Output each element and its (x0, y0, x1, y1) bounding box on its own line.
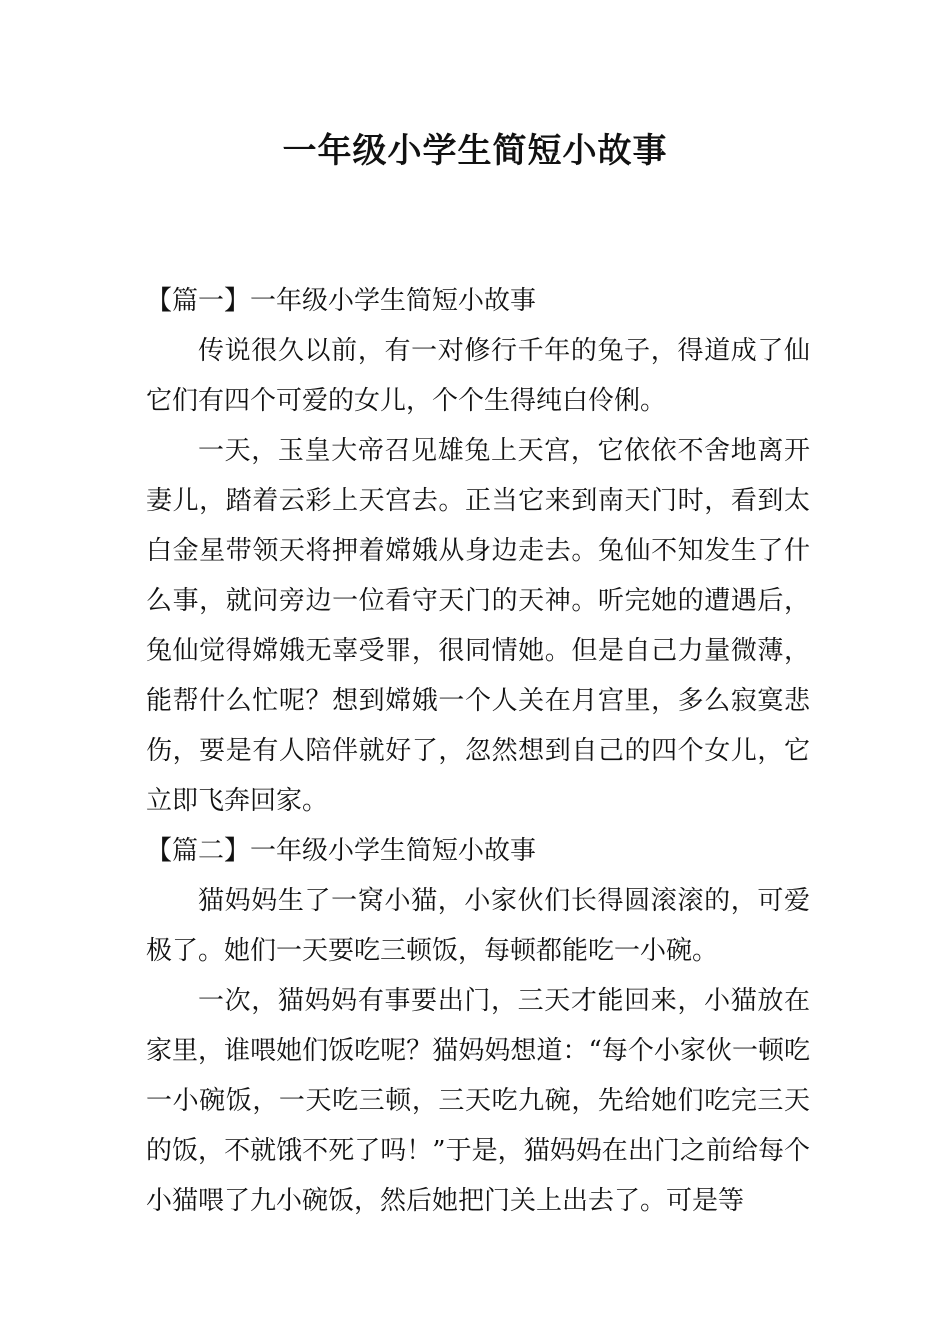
section-1 (146, 276, 810, 826)
section-2 (146, 826, 810, 1226)
paragraph: 猫妈妈生了一窝小猫，小家伙们长得圆滚滚的，可爱极了。她们一天要吃三顿饭，每顿都能吃一小碗。 (146, 886, 810, 966)
document-body (146, 276, 810, 1226)
paragraph: 一次，猫妈妈有事要出门，三天才能回来，小猫放在家里，谁喂她们饭吃呢？猫妈妈想道：“每个小家伙一顿吃一小碗饭，一天吃三顿，三天吃九碗，先给她们吃完三天的饭，不就饿不死了吗！”于是，猫妈妈在出门之前给每个小猫喂了九小碗饭，然后她把门关上出去了。可是等 (146, 986, 810, 1216)
paragraph: 一天，玉皇大帝召见雄兔上天宫，它依依不舍地离开妻儿，踏着云彩上天宫去。正当它来到南天门时，看到太白金星带领天将押着嫦娥从身边走去。兔仙不知发生了什么事，就问旁边一位看守天门的天神。听完她的遭遇后，兔仙觉得嫦娥无辜受罪，很同情她。但是自己力量微薄，能帮什么忙呢？想到嫦娥一个人关在月宫里，多么寂寞悲伤，要是有人陪伴就好了，忽然想到自己的四个女儿，它立即飞奔回家。 (146, 436, 810, 816)
section-heading: 【篇二】一年级小学生简短小故事 (146, 836, 537, 866)
document-title: 一年级小学生简短小故事 (282, 131, 668, 171)
section-heading: 【篇一】一年级小学生简短小故事 (146, 286, 537, 316)
paragraph: 传说很久以前，有一对修行千年的兔子，得道成了仙它们有四个可爱的女儿，个个生得纯白伶俐。 (146, 336, 810, 416)
